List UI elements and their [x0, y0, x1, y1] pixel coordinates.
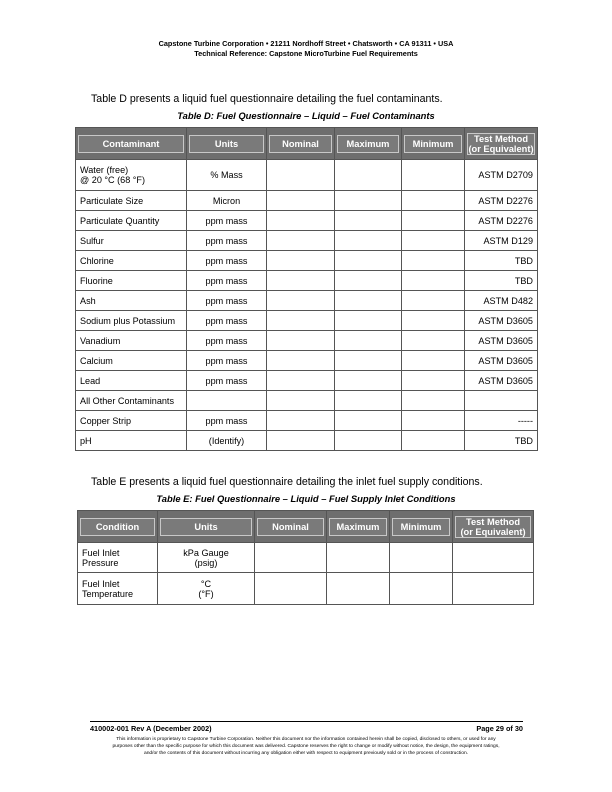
minimum-cell[interactable] — [402, 271, 465, 291]
nominal-cell[interactable] — [267, 411, 335, 431]
contaminant-cell: Vanadium — [76, 331, 187, 351]
maximum-cell[interactable] — [335, 160, 402, 191]
test-method-cell[interactable] — [453, 543, 534, 573]
test-method-cell: TBD — [465, 251, 538, 271]
contaminant-cell: Sodium plus Potassium — [76, 311, 187, 331]
condition-cell: Fuel Inlet Pressure — [78, 543, 158, 573]
contaminant-cell: Fluorine — [76, 271, 187, 291]
test-method-cell: ASTM D3605 — [465, 311, 538, 331]
nominal-cell[interactable] — [267, 351, 335, 371]
page-header — [0, 39, 612, 59]
header-company-line: Capstone Turbine Corporation • 21211 Nordhoff Street • Chatsworth • CA 91311 • USA — [158, 39, 454, 48]
units-cell: ppm mass — [187, 291, 267, 311]
minimum-cell[interactable] — [402, 191, 465, 211]
test-method-cell: TBD — [465, 271, 538, 291]
units-cell: kPa Gauge (psig) — [158, 543, 255, 573]
table-e-intro: Table E presents a liquid fuel questionnaire detailing the inlet fuel supply conditions. — [91, 476, 483, 488]
units-cell[interactable] — [187, 391, 267, 411]
nominal-cell[interactable] — [267, 211, 335, 231]
page-number: Page 29 of 30 — [476, 724, 523, 733]
maximum-cell[interactable] — [335, 231, 402, 251]
nominal-cell[interactable] — [267, 391, 335, 411]
maximum-cell[interactable] — [335, 331, 402, 351]
maximum-cell[interactable] — [335, 391, 402, 411]
col-header-nominal: Nominal — [267, 128, 335, 160]
minimum-cell[interactable] — [402, 351, 465, 371]
maximum-cell[interactable] — [335, 271, 402, 291]
units-cell: Micron — [187, 191, 267, 211]
maximum-cell[interactable] — [335, 411, 402, 431]
test-method-cell[interactable] — [465, 391, 538, 411]
contaminant-cell: Copper Strip — [76, 411, 187, 431]
table-e-header-row — [78, 511, 534, 543]
table-row — [76, 391, 538, 411]
minimum-cell[interactable] — [402, 160, 465, 191]
nominal-cell[interactable] — [255, 543, 327, 573]
contaminant-cell: Ash — [76, 291, 187, 311]
legal-notice: This information is proprietary to Capstone Turbine Corporation. Neither this document nor the information contained herein shall be copied, disclosed to others, or used for any purposes other than the specific purpose for which this document was delivered. Capstone reserves the right to change or modify without notice, the design, the equipment ratings, and/or the contents of this document without incurring any obligation either with respect to equipment previously sold or in the process of construction. — [112, 737, 500, 756]
condition-cell: Fuel Inlet Temperature — [78, 573, 158, 605]
minimum-cell[interactable] — [402, 251, 465, 271]
col-header-minimum: Minimum — [402, 128, 465, 160]
table-row — [76, 371, 538, 391]
table-row — [76, 351, 538, 371]
units-cell: ppm mass — [187, 371, 267, 391]
contaminant-cell: Chlorine — [76, 251, 187, 271]
units-cell: ppm mass — [187, 351, 267, 371]
table-row — [78, 573, 534, 605]
document-number: 410002-001 Rev A (December 2002) — [90, 724, 212, 733]
test-method-cell: ASTM D2276 — [465, 211, 538, 231]
maximum-cell[interactable] — [335, 211, 402, 231]
units-cell: ppm mass — [187, 271, 267, 291]
nominal-cell[interactable] — [267, 331, 335, 351]
minimum-cell[interactable] — [402, 291, 465, 311]
contaminant-cell: Water (free) @ 20 °C (68 °F) — [76, 160, 187, 191]
maximum-cell[interactable] — [335, 291, 402, 311]
units-cell: °C (°F) — [158, 573, 255, 605]
maximum-cell[interactable] — [335, 191, 402, 211]
minimum-cell[interactable] — [402, 311, 465, 331]
col-header-nominal: Nominal — [255, 511, 327, 543]
col-header-condition: Condition — [78, 511, 158, 543]
contaminant-cell: Calcium — [76, 351, 187, 371]
nominal-cell[interactable] — [267, 251, 335, 271]
minimum-cell[interactable] — [402, 231, 465, 251]
test-method-cell[interactable] — [453, 573, 534, 605]
table-d-header-row — [76, 128, 538, 160]
contaminant-cell: pH — [76, 431, 187, 451]
table-d — [75, 127, 538, 451]
nominal-cell[interactable] — [267, 371, 335, 391]
test-method-cell: ASTM D129 — [465, 231, 538, 251]
table-d-intro: Table D presents a liquid fuel questionnaire detailing the fuel contaminants. — [91, 93, 443, 105]
nominal-cell[interactable] — [267, 271, 335, 291]
test-method-cell: ASTM D2709 — [465, 160, 538, 191]
test-method-cell: ASTM D3605 — [465, 331, 538, 351]
col-header-test-method: Test Method (or Equivalent) — [465, 128, 538, 160]
nominal-cell[interactable] — [267, 191, 335, 211]
table-row — [76, 411, 538, 431]
maximum-cell[interactable] — [327, 543, 390, 573]
table-row — [78, 543, 534, 573]
table-row — [76, 271, 538, 291]
units-cell: ppm mass — [187, 331, 267, 351]
table-row — [76, 191, 538, 211]
maximum-cell[interactable] — [335, 351, 402, 371]
units-cell: % Mass — [187, 160, 267, 191]
maximum-cell[interactable] — [335, 251, 402, 271]
units-cell: ppm mass — [187, 211, 267, 231]
maximum-cell[interactable] — [327, 573, 390, 605]
header-reference-line: Technical Reference: Capstone MicroTurbine Fuel Requirements — [194, 49, 418, 58]
footer-divider — [90, 721, 523, 722]
test-method-cell: ASTM D3605 — [465, 371, 538, 391]
minimum-cell[interactable] — [402, 391, 465, 411]
nominal-cell[interactable] — [267, 231, 335, 251]
table-row — [76, 311, 538, 331]
table-row — [76, 431, 538, 451]
minimum-cell[interactable] — [402, 371, 465, 391]
minimum-cell[interactable] — [402, 211, 465, 231]
test-method-cell: ----- — [465, 411, 538, 431]
minimum-cell[interactable] — [402, 411, 465, 431]
col-header-units: Units — [158, 511, 255, 543]
units-cell: ppm mass — [187, 251, 267, 271]
nominal-cell[interactable] — [267, 431, 335, 451]
nominal-cell[interactable] — [267, 311, 335, 331]
test-method-cell: TBD — [465, 431, 538, 451]
maximum-cell[interactable] — [335, 371, 402, 391]
minimum-cell[interactable] — [390, 573, 453, 605]
table-row — [76, 251, 538, 271]
table-row — [76, 291, 538, 311]
col-header-test-method: Test Method (or Equivalent) — [453, 511, 534, 543]
units-cell: ppm mass — [187, 231, 267, 251]
col-header-minimum: Minimum — [390, 511, 453, 543]
minimum-cell[interactable] — [402, 431, 465, 451]
test-method-cell: ASTM D2276 — [465, 191, 538, 211]
units-cell: (Identify) — [187, 431, 267, 451]
table-row — [76, 331, 538, 351]
nominal-cell[interactable] — [267, 291, 335, 311]
col-header-contaminant: Contaminant — [76, 128, 187, 160]
contaminant-cell: Lead — [76, 371, 187, 391]
maximum-cell[interactable] — [335, 311, 402, 331]
contaminant-cell: Sulfur — [76, 231, 187, 251]
minimum-cell[interactable] — [402, 331, 465, 351]
contaminant-cell: All Other Contaminants — [76, 391, 187, 411]
nominal-cell[interactable] — [267, 160, 335, 191]
nominal-cell[interactable] — [255, 573, 327, 605]
contaminant-cell: Particulate Quantity — [76, 211, 187, 231]
table-e — [77, 510, 534, 605]
units-cell: ppm mass — [187, 311, 267, 331]
maximum-cell[interactable] — [335, 431, 402, 451]
minimum-cell[interactable] — [390, 543, 453, 573]
test-method-cell: ASTM D482 — [465, 291, 538, 311]
table-row — [76, 211, 538, 231]
table-row — [76, 160, 538, 191]
col-header-maximum: Maximum — [335, 128, 402, 160]
col-header-units: Units — [187, 128, 267, 160]
contaminant-cell: Particulate Size — [76, 191, 187, 211]
table-d-caption: Table D: Fuel Questionnaire – Liquid – Fuel Contaminants — [177, 110, 435, 121]
test-method-cell: ASTM D3605 — [465, 351, 538, 371]
table-row — [76, 231, 538, 251]
table-e-caption: Table E: Fuel Questionnaire – Liquid – Fuel Supply Inlet Conditions — [156, 493, 456, 504]
col-header-maximum: Maximum — [327, 511, 390, 543]
units-cell: ppm mass — [187, 411, 267, 431]
